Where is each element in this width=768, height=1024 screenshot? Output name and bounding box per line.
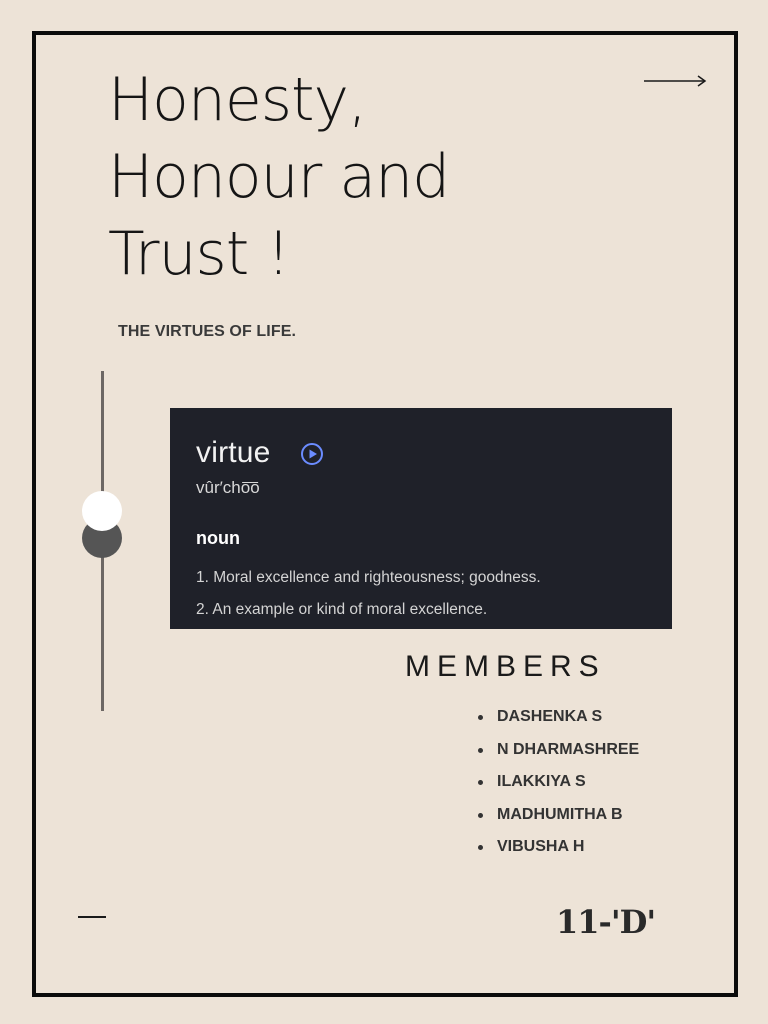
definition-1: 1. Moral excellence and righteousness; goodness. xyxy=(196,569,541,586)
subtitle: THE VIRTUES OF LIFE. xyxy=(118,323,297,340)
play-circle-icon[interactable] xyxy=(300,442,324,466)
member-item: DASHENKA S xyxy=(478,705,639,738)
title-line-2: Honour and xyxy=(108,142,450,212)
members-heading: MEMBERS xyxy=(405,650,606,683)
title-line-1: Honesty, xyxy=(108,65,367,135)
title-line-3: Trust ! xyxy=(108,219,290,289)
definition-pronunciation: vûr′cho͞o xyxy=(196,478,260,497)
page-title xyxy=(108,62,449,293)
definition-card xyxy=(170,408,672,629)
member-item: MADHUMITHA B xyxy=(478,803,639,836)
definition-2: 2. An example or kind of moral excellence. xyxy=(196,601,488,618)
member-item: VIBUSHA H xyxy=(478,835,639,868)
members-list xyxy=(478,705,639,868)
class-label: 11-'D' xyxy=(556,903,656,941)
definition-part-of-speech: noun xyxy=(196,528,240,548)
definition-word: virtue xyxy=(196,436,271,469)
timeline-dot-light xyxy=(82,491,122,531)
arrow-right-icon xyxy=(644,72,708,90)
member-item: N DHARMASHREE xyxy=(478,738,639,771)
decorative-dash xyxy=(78,916,106,918)
member-item: ILAKKIYA S xyxy=(478,770,639,803)
